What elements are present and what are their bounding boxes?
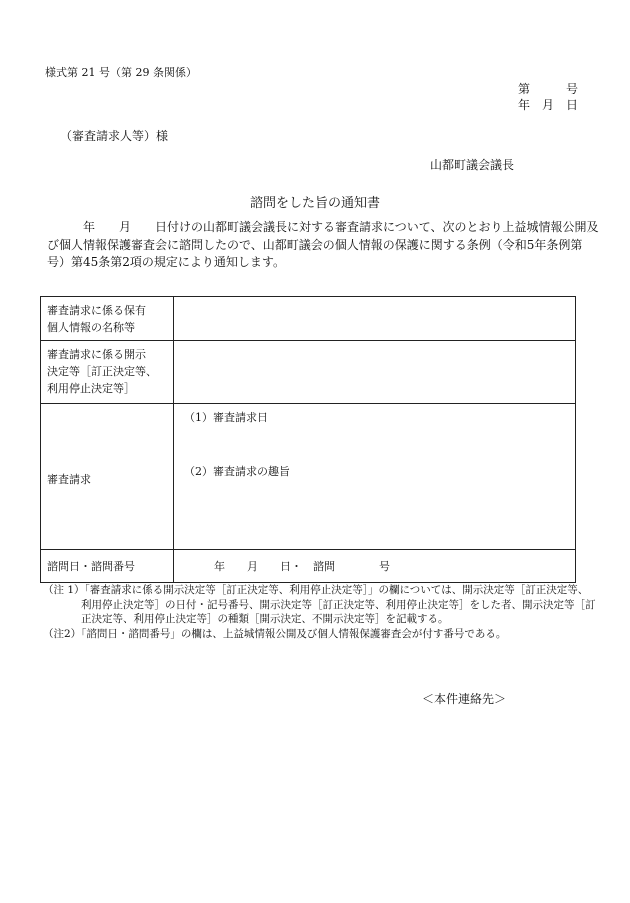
- label-line: 決定等［訂正決定等、: [47, 365, 157, 378]
- table-row: [41, 341, 576, 404]
- value-inquiry-date-number[interactable]: [174, 550, 576, 583]
- label-inquiry-date-number: 諮問日・諮問番号: [41, 550, 174, 583]
- body-text: [47, 219, 599, 272]
- contact-heading: ＜本件連絡先＞: [422, 692, 507, 706]
- label-line: 利用停止決定等］: [47, 382, 135, 395]
- value-disclosure-decision[interactable]: [174, 341, 576, 404]
- label-request: 審査請求: [41, 404, 174, 550]
- document-title: 諮問をした旨の通知書: [249, 196, 380, 211]
- issuer: 山都町議会議長: [430, 158, 515, 172]
- addressee: （審査請求人等）様: [60, 129, 169, 143]
- label-line: 個人情報の名称等: [47, 321, 135, 334]
- value-retained-info[interactable]: [174, 297, 576, 341]
- inquiry-date-number-text: 年 月 日・ 諮問 号: [214, 560, 390, 573]
- document-number: 第 号: [517, 82, 578, 96]
- info-table: [40, 296, 576, 583]
- label-disclosure-decision: [41, 341, 174, 404]
- body-line: び個人情報保護審査会に諮問したので、山都町議会の個人情報の保護に関する条例（令和5年条例第: [47, 237, 583, 252]
- note-line: 正決定等、利用停止決定等］の種類［開示決定、不開示決定等］を記載する。: [81, 613, 449, 625]
- notes: [43, 583, 596, 641]
- table-row: [41, 404, 576, 550]
- document-number-block: [518, 81, 578, 113]
- form-number: 様式第 21 号（第 29 条関係）: [45, 66, 197, 79]
- table-row: [41, 550, 576, 583]
- note-line: 利用停止決定等］の日付・記号番号、開示決定等［訂正決定等、利用停止決定等］をした者、開示決定等［訂: [81, 598, 596, 611]
- request-date-label: （1）審査請求日: [184, 411, 268, 424]
- label-line: 審査請求に係る保有: [47, 304, 146, 317]
- label-retained-info: [41, 297, 174, 341]
- label-line: 審査請求に係る開示: [47, 348, 146, 361]
- note-line: （注 1）「審査請求に係る開示決定等［訂正決定等、利用停止決定等］」の欄については、開示決定等［訂正決定等、: [43, 584, 589, 596]
- note-line: （注2）「諮問日・諮問番号」の欄は、上益城情報公開及び個人情報保護審査会が付す番号である。: [43, 627, 507, 640]
- request-purpose-label: （2）審査請求の趣旨: [184, 465, 290, 478]
- body-line: 年 月 日付けの山都町議会議長に対する審査請求について、次のとおり上益城情報公開及: [47, 220, 599, 234]
- body-line: 号）第45条第2項の規定により通知します。: [47, 255, 285, 269]
- table-row: [41, 297, 576, 341]
- document-date: 年 月 日: [517, 98, 578, 112]
- value-request[interactable]: [174, 404, 576, 550]
